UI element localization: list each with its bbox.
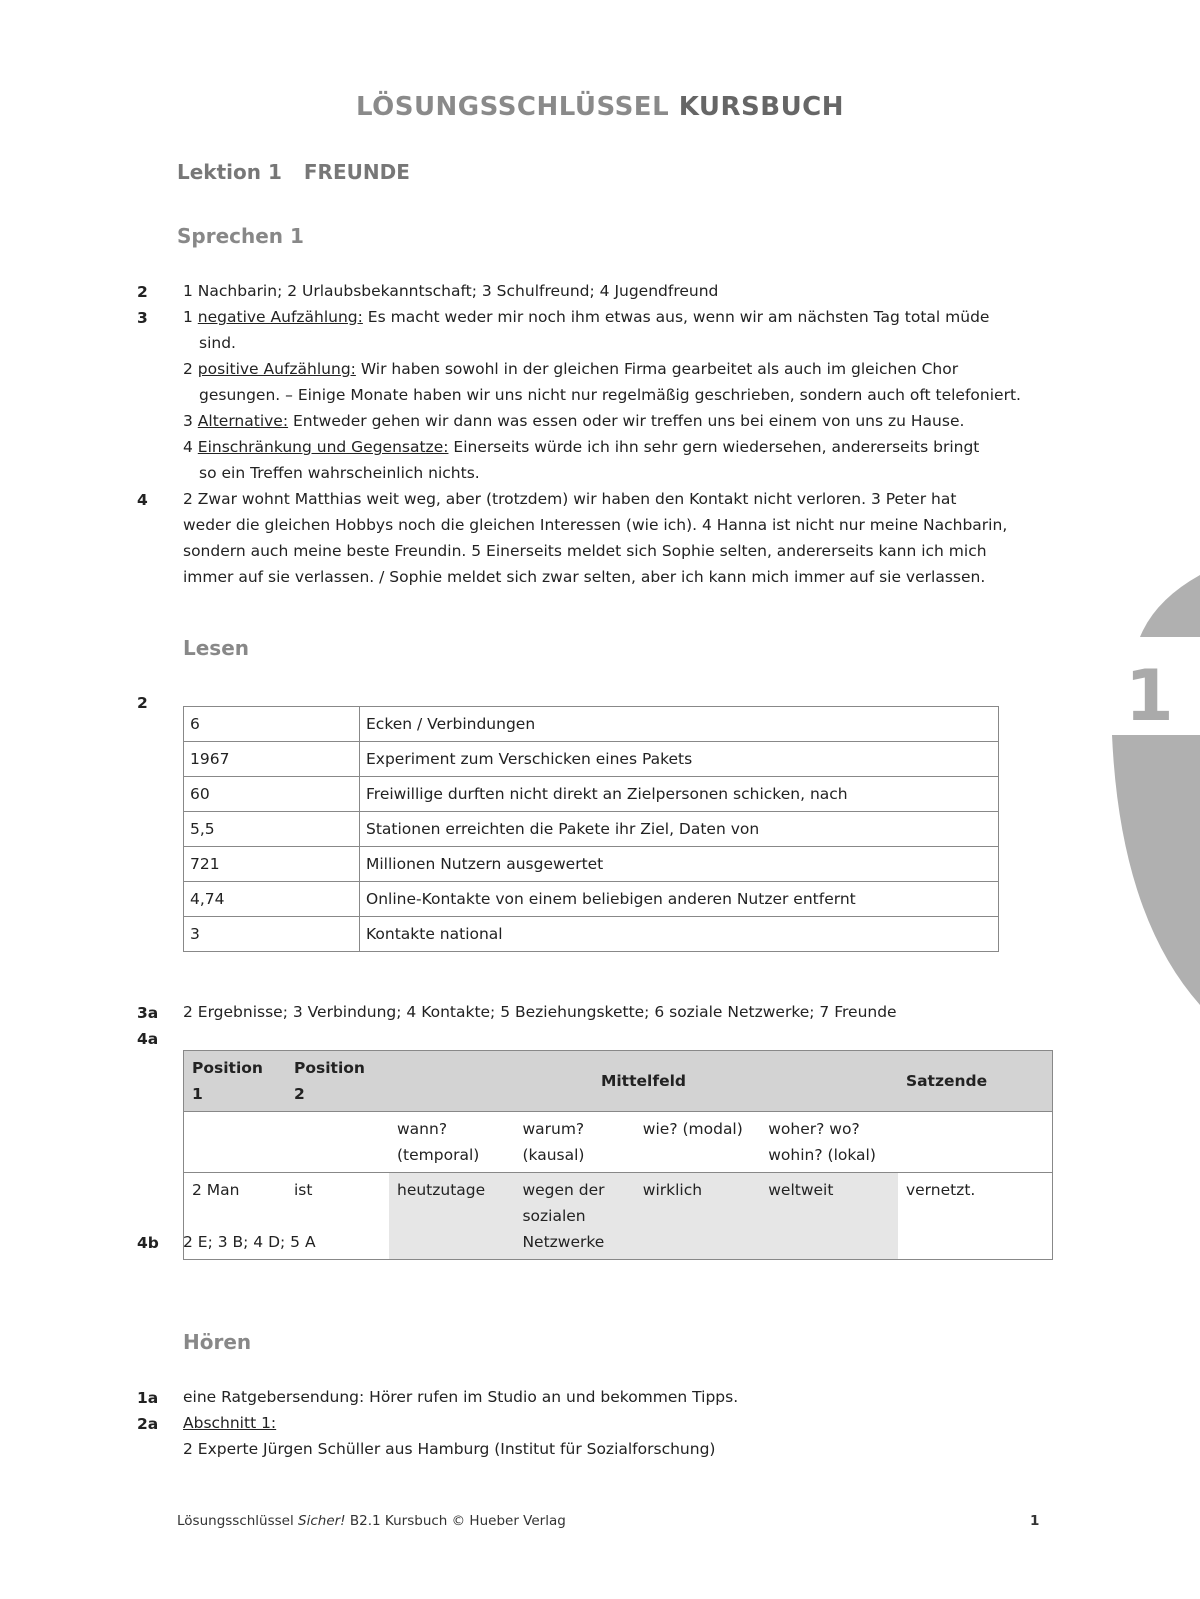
cell-number: 1967 <box>184 742 360 777</box>
header-mittelfeld: Mittelfeld <box>389 1051 898 1112</box>
cell: ist <box>286 1173 389 1260</box>
table-row <box>184 847 999 882</box>
cell-text: Experiment zum Verschicken eines Pakets <box>360 742 999 777</box>
section-sprechen: Sprechen 1 <box>177 224 304 248</box>
title-light: LÖSUNGSSCHLÜSSEL <box>355 92 670 122</box>
table-row <box>184 742 999 777</box>
exercise-number: 4a <box>137 1030 159 1048</box>
exercise-text: 1 Nachbarin; 2 Urlaubsbekanntschaft; 3 Schulfreund; 4 Jugendfreund <box>183 282 719 300</box>
lesson-heading <box>177 160 410 184</box>
cell-text: Freiwillige durften nicht direkt an Zielpersonen schicken, nach <box>360 777 999 812</box>
cell-text: Kontakte national <box>360 917 999 952</box>
cell: warum? (kausal) <box>514 1112 634 1173</box>
exercise-number: 2a <box>137 1415 159 1433</box>
cell-number: 5,5 <box>184 812 360 847</box>
cell-number: 6 <box>184 707 360 742</box>
cell: wie? (modal) <box>635 1112 760 1173</box>
list-item: 3 Alternative: Entweder gehen wir dann was essen oder wir treffen uns bei einem von uns zu Hause. <box>183 412 965 430</box>
cell: wegen der sozialen Netzwerke <box>514 1173 634 1260</box>
list-item: 2 positive Aufzählung: Wir haben sowohl in der gleichen Firma gearbeitet als auch im gleichen Chor <box>183 360 959 378</box>
cell: wann? (temporal) <box>389 1112 514 1173</box>
chapter-tab-shape <box>1100 575 1200 1005</box>
table-row <box>184 777 999 812</box>
exercise-number: 3 <box>137 309 148 327</box>
exercise-number: 1a <box>137 1389 159 1407</box>
exercise-number: 4b <box>137 1234 159 1252</box>
cell-text: Ecken / Verbindungen <box>360 707 999 742</box>
table-row <box>184 707 999 742</box>
cell-number: 3 <box>184 917 360 952</box>
section-hoeren: Hören <box>183 1330 252 1354</box>
chapter-number: 1 <box>1125 655 1174 737</box>
exercise-text: 2 Zwar wohnt Matthias weit weg, aber (trotzdem) wir haben den Kontakt nicht verloren. 3 Peter hat weder die gleichen Hobbys noch die gleichen Interessen (wie ich). 4 Hanna ist nicht nur meine Nachbarin, sondern auch meine beste Freundin. 5 Einerseits meldet sich Sophie selten, andererseits kann ich mich immer auf sie verlassen. / Sophie meldet sich zwar selten, aber ich kann mich immer auf sie verlassen. <box>183 490 1008 586</box>
title-dark: KURSBUCH <box>678 92 845 122</box>
cell: 2 Man <box>184 1173 287 1260</box>
cell-number: 721 <box>184 847 360 882</box>
list-item: 1 negative Aufzählung: Es macht weder mir noch ihm etwas aus, wenn wir am nächsten Tag total müde <box>183 308 990 326</box>
header-satzende: Satzende <box>898 1051 1053 1112</box>
table-row <box>184 812 999 847</box>
list-item: 4 Einschränkung und Gegensatze: Einerseits würde ich ihn sehr gern wiedersehen, andererseits bringt <box>183 438 980 456</box>
section-lesen: Lesen <box>183 636 250 660</box>
cell: weltweit <box>760 1173 898 1260</box>
header-position-1: Position 1 <box>184 1051 287 1112</box>
cell-number: 60 <box>184 777 360 812</box>
cell: woher? wo? wohin? (lokal) <box>760 1112 898 1173</box>
table-row <box>184 917 999 952</box>
cell-text: Stationen erreichten die Pakete ihr Ziel, Daten von <box>360 812 999 847</box>
exercise-text: Abschnitt 1: 2 Experte Jürgen Schüller aus Hamburg (Institut für Sozialforschung) <box>183 1414 716 1458</box>
header-position-2: Position 2 <box>286 1051 389 1112</box>
cell: heutzutage <box>389 1173 514 1260</box>
cell-text: Millionen Nutzern ausgewertet <box>360 847 999 882</box>
lesson-name: FREUNDE <box>303 160 410 184</box>
exercise-text: eine Ratgebersendung: Hörer rufen im Studio an und bekommen Tipps. <box>183 1388 739 1406</box>
cell-text: Online-Kontakte von einem beliebigen anderen Nutzer entfernt <box>360 882 999 917</box>
table-row <box>184 882 999 917</box>
exercise-text: 2 E; 3 B; 4 D; 5 A <box>183 1233 316 1251</box>
cell: vernetzt. <box>898 1173 1053 1260</box>
exercise-number: 2 <box>137 694 148 712</box>
exercise-number: 3a <box>137 1004 159 1022</box>
page-title <box>0 92 1200 122</box>
lesson-label: Lektion 1 <box>177 160 282 184</box>
exercise-number: 2 <box>137 283 148 301</box>
exercise-number: 4 <box>137 491 148 509</box>
cell-number: 4,74 <box>184 882 360 917</box>
exercise-text: 2 Ergebnisse; 3 Verbindung; 4 Kontakte; 5 Beziehungskette; 6 soziale Netzwerke; 7 Freunde <box>183 1003 897 1021</box>
lesen-table <box>183 706 999 952</box>
exercise-text: 1 negative Aufzählung: Es macht weder mir noch ihm etwas aus, wenn wir am nächsten Tag total müde sind. 2 positive Aufzählung: Wir haben sowohl in der gleichen Firma gearbeitet als auch im gleichen Chor gesungen. – Einige Monate haben wir uns nicht nur regelmäßig geschrieben, sondern auch oft telefoniert. 3 Alternative: Entweder gehen wir dann was essen oder wir treffen uns bei einem von uns zu Hause. 4 Einschränkung und Gegensatze: Einerseits würde ich ihn sehr gern wiedersehen, andererseits bringt so ein Treffen wahrscheinlich nichts. <box>183 304 1063 486</box>
page-number: 1 <box>1030 1513 1040 1529</box>
cell: wirklich <box>635 1173 760 1260</box>
footer: Lösungsschlüssel Sicher! B2.1 Kursbuch © Hueber Verlag <box>177 1513 566 1529</box>
